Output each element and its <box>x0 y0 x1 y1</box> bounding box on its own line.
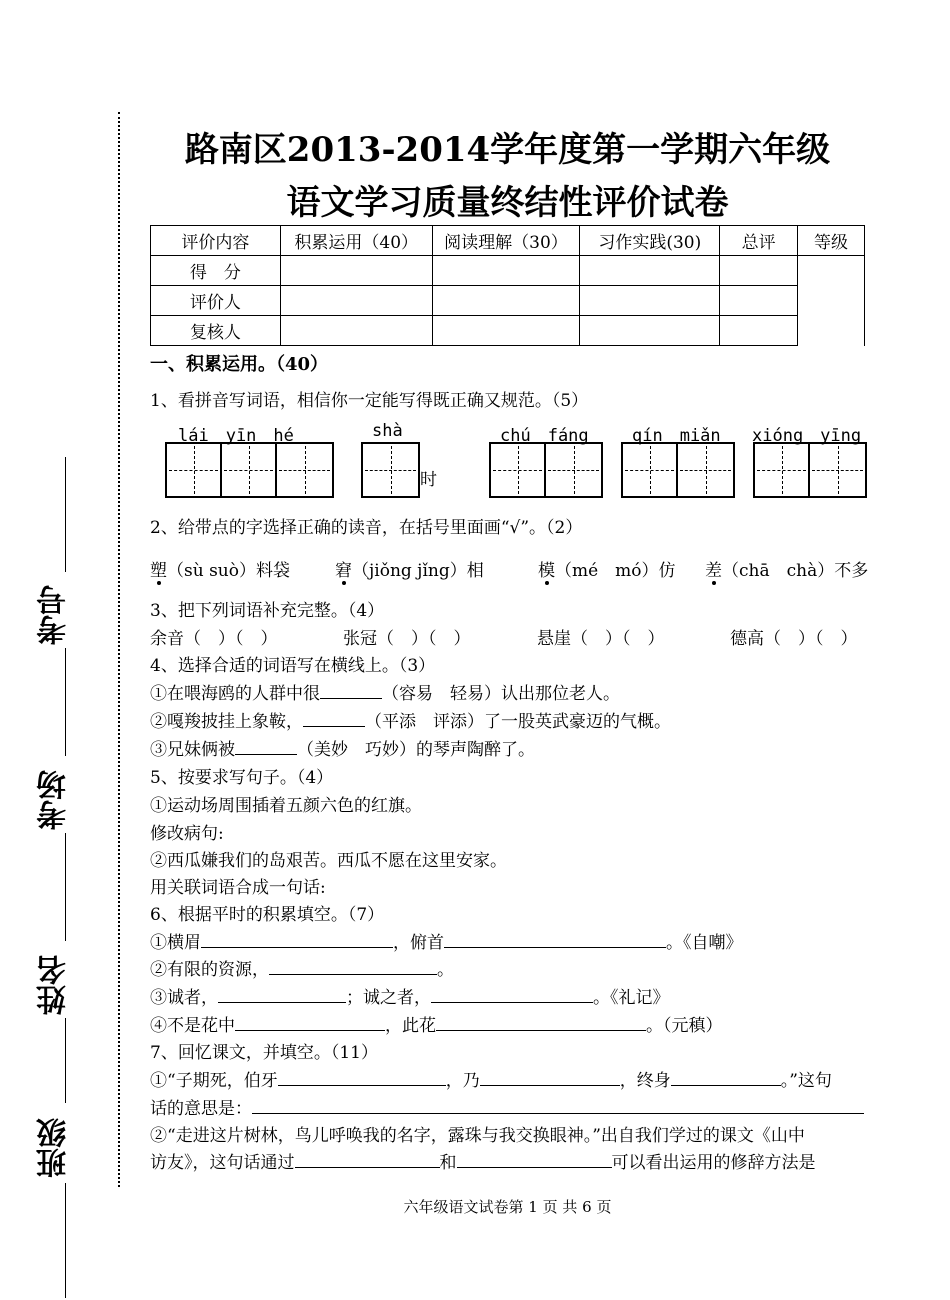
writing-grid-4[interactable] <box>621 442 735 498</box>
score-header-cell: 评价内容 <box>151 226 281 256</box>
reading-item-2[interactable] <box>335 556 484 581</box>
q7-text: ，乃 <box>445 1071 480 1091</box>
q7-text: 访友》，这句话通过 <box>150 1153 295 1173</box>
score-header-cell: 等级 <box>798 226 865 256</box>
q4-text: （容易 轻易）认出那位老人。 <box>382 684 620 704</box>
score-header-cell: 阅读理解（30） <box>432 226 580 256</box>
idiom-item-2[interactable]: 张冠（ ）（ ） <box>343 629 471 649</box>
idiom-item-1[interactable]: 余音（ ）（ ） <box>150 629 278 649</box>
shi-char: 时 <box>420 470 437 490</box>
score-table-header <box>151 226 865 256</box>
reading-options: （jiǒng jǐng）相 <box>352 561 484 581</box>
answer-blank[interactable] <box>444 931 666 948</box>
question-5: 5、按要求写句子。（4） <box>150 768 334 788</box>
dotted-char: 模 <box>538 556 555 581</box>
page-title-line1: 路南区2013-2014学年度第一学期六年级 <box>184 130 831 170</box>
answer-blank[interactable] <box>235 1014 385 1031</box>
pinyin-3: chú fáng <box>500 426 589 446</box>
q6-line-1 <box>150 928 743 953</box>
q4-line-2 <box>150 707 671 732</box>
page-title-line2: 语文学习质量终结性评价试卷 <box>286 183 729 223</box>
score-row-label: 得 分 <box>151 256 281 286</box>
q7-line-1 <box>150 1066 832 1091</box>
q6-text: ④不是花中 <box>150 1016 235 1036</box>
reading-options: （chā chà）不多 <box>722 561 869 581</box>
pinyin-1: lái yīn hé <box>178 426 294 446</box>
q4-text: ①在喂海鸥的人群中很 <box>150 684 320 704</box>
q4-text: （美妙 巧妙）的琴声陶醉了。 <box>297 740 535 760</box>
q7-text: 和 <box>439 1153 457 1173</box>
q6-text: ，此花 <box>385 1016 436 1036</box>
q6-text: 。（元稹） <box>646 1016 723 1036</box>
score-header-cell: 总评 <box>720 226 798 256</box>
q4-line-3 <box>150 735 535 760</box>
answer-blank[interactable] <box>480 1069 620 1086</box>
score-cell[interactable] <box>432 286 580 316</box>
question-6: 6、根据平时的积累填空。（7） <box>150 905 385 925</box>
q7-line-4 <box>150 1148 816 1173</box>
answer-blank[interactable] <box>320 682 382 699</box>
score-row-label: 复核人 <box>151 316 281 346</box>
table-row <box>151 286 865 316</box>
answer-blank[interactable] <box>436 1014 646 1031</box>
question-1: 1、看拼音写词语，相信你一定能写得既正确又规范。（5） <box>150 391 589 411</box>
score-cell[interactable] <box>720 316 798 346</box>
q7-text: ①“子期死，伯牙 <box>150 1071 278 1091</box>
score-cell[interactable] <box>432 256 580 286</box>
q5-line-2: 修改病句: <box>150 824 224 844</box>
answer-blank[interactable] <box>295 1151 440 1168</box>
score-cell[interactable] <box>432 316 580 346</box>
q4-text: ③兄妹俩被 <box>150 740 235 760</box>
binding-dotted-line <box>118 112 120 1187</box>
side-label-kaochang: 考场 <box>37 770 72 830</box>
table-row <box>151 316 865 346</box>
pinyin-2: shà <box>372 421 403 441</box>
question-4: 4、选择合适的词语写在横线上。（3） <box>150 656 436 676</box>
reading-item-4[interactable] <box>705 556 868 581</box>
dotted-char: 窘 <box>335 556 352 581</box>
page-footer: 六年级语文试卷第 1 页 共 6 页 <box>403 1198 612 1216</box>
q6-text: ③诚者， <box>150 988 218 1008</box>
answer-blank[interactable] <box>431 986 593 1003</box>
question-2: 2、给带点的字选择正确的读音，在括号里面画“√”。（2） <box>150 518 583 538</box>
score-cell[interactable] <box>720 256 798 286</box>
dotted-char: 差 <box>705 556 722 581</box>
q6-line-2 <box>150 955 454 980</box>
q7-text: 。”这句 <box>780 1071 832 1091</box>
q7-text: 可以看出运用的修辞方法是 <box>611 1153 816 1173</box>
q6-text: ②有限的资源， <box>150 960 269 980</box>
q6-text: ①横眉 <box>150 933 201 953</box>
answer-blank[interactable] <box>278 1069 446 1086</box>
answer-blank[interactable] <box>235 738 297 755</box>
table-row <box>151 256 865 286</box>
section-heading: 一、积累运用。（40） <box>150 354 329 375</box>
q6-text: ；诚之者， <box>346 988 431 1008</box>
score-cell[interactable] <box>580 256 720 286</box>
score-cell[interactable] <box>280 286 432 316</box>
grade-cell[interactable] <box>798 256 865 346</box>
score-header-cell: 习作实践(30) <box>580 226 720 256</box>
question-7: 7、回忆课文，并填空。（11） <box>150 1043 378 1063</box>
idiom-item-3[interactable]: 悬崖（ ）（ ） <box>537 629 665 649</box>
reading-item-3[interactable] <box>538 556 676 581</box>
q4-text: ②嘎羧披挂上象鞍， <box>150 712 303 732</box>
q6-text: 。《自嘲》 <box>666 933 743 953</box>
reading-options: （sù suò）料袋 <box>167 561 290 581</box>
score-cell[interactable] <box>580 286 720 316</box>
score-cell[interactable] <box>580 316 720 346</box>
q6-text: 。 <box>437 960 454 980</box>
side-line-banji[interactable] <box>65 1018 66 1103</box>
side-line-kaochang[interactable] <box>65 648 66 756</box>
side-line-bottom <box>65 1183 66 1298</box>
answer-blank[interactable] <box>201 931 393 948</box>
pinyin-4: qín miǎn <box>632 426 721 446</box>
score-table <box>150 225 865 346</box>
reading-options: （mé mó）仿 <box>555 561 676 581</box>
writing-grid-1[interactable] <box>165 442 334 498</box>
q4-text: （平添 评添）了一股英武豪迈的气概。 <box>365 712 671 732</box>
q6-text: 。《礼记》 <box>593 988 670 1008</box>
score-row-label: 评价人 <box>151 286 281 316</box>
answer-blank[interactable] <box>218 986 346 1003</box>
side-line-xingming[interactable] <box>65 833 66 941</box>
answer-blank[interactable] <box>671 1069 781 1086</box>
writing-grid-5[interactable] <box>753 442 867 498</box>
side-label-xingming: 姓名 <box>37 955 72 1015</box>
side-label-kaohao: 考号 <box>37 585 72 645</box>
q5-line-1: ①运动场周围插着五颜六色的红旗。 <box>150 796 422 816</box>
reading-item-1[interactable] <box>150 556 290 581</box>
q7-line-3: ②“走进这片树林，鸟儿呼唤我的名字，露珠与我交换眼神。”出自我们学过的课文《山中 <box>150 1126 805 1146</box>
writing-grid-3[interactable] <box>489 442 603 498</box>
answer-blank[interactable] <box>303 710 365 727</box>
score-cell[interactable] <box>280 256 432 286</box>
answer-blank[interactable] <box>457 1151 612 1168</box>
q7-line-2 <box>150 1094 864 1119</box>
q6-line-4 <box>150 1011 723 1036</box>
q6-line-3 <box>150 983 670 1008</box>
q6-text: ，俯首 <box>393 933 444 953</box>
q4-line-1 <box>150 679 620 704</box>
side-line-kaohao[interactable] <box>65 457 66 572</box>
pinyin-5: xióng yīng <box>752 426 862 446</box>
writing-grid-2[interactable] <box>361 442 420 498</box>
answer-blank[interactable] <box>269 958 437 975</box>
score-cell[interactable] <box>720 286 798 316</box>
idiom-item-4[interactable]: 德高（ ）（ ） <box>730 629 858 649</box>
q7-text: ，终身 <box>619 1071 671 1091</box>
side-label-banji: 班级 <box>37 1118 72 1178</box>
q5-line-3: ②西瓜嫌我们的岛艰苦。西瓜不愿在这里安家。 <box>150 851 507 871</box>
question-3: 3、把下列词语补充完整。（4） <box>150 601 385 621</box>
score-cell[interactable] <box>280 316 432 346</box>
dotted-char: 塑 <box>150 556 167 581</box>
q7-text: 话的意思是： <box>150 1099 252 1119</box>
q5-line-4: 用关联词语合成一句话: <box>150 878 326 898</box>
score-header-cell: 积累运用（40） <box>280 226 432 256</box>
answer-blank[interactable] <box>252 1097 864 1114</box>
